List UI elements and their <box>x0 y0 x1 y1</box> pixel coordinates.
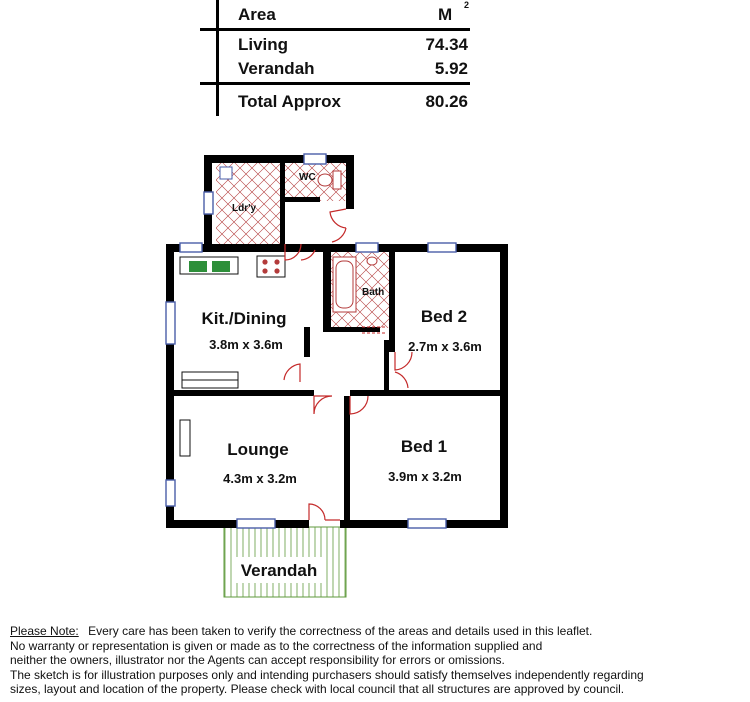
wall <box>204 155 354 163</box>
wall <box>174 390 314 396</box>
room-label-kitchen: Kit./Dining <box>201 309 287 328</box>
area-row-verandah-label: Verandah <box>238 59 315 78</box>
room-label-wc: WC <box>299 172 316 183</box>
disclaimer-note <box>10 624 740 697</box>
area-header-label: Area <box>238 5 276 24</box>
disclaimer-line: The sketch is for illustration purposes only and intending purchasers should satisfy themselves independently regarding <box>10 667 644 682</box>
room-label-verandah: Verandah <box>240 561 318 580</box>
room-dims-bed2: 2.7m x 3.6m <box>408 339 482 354</box>
disclaimer-label: Please Note: <box>10 624 79 638</box>
wall <box>346 155 354 209</box>
door-wc-lower <box>332 228 346 242</box>
door-bed2 <box>395 352 412 370</box>
sink-icon <box>180 257 238 274</box>
wall <box>280 197 320 202</box>
area-row-verandah-value: 5.92 <box>434 59 468 78</box>
door-wc <box>330 209 346 228</box>
area-total-value: 80.26 <box>425 92 468 111</box>
bench-icon <box>182 372 238 388</box>
wall <box>384 340 389 394</box>
window-bath <box>356 243 378 252</box>
area-header-unit: M <box>438 5 453 24</box>
wall <box>389 252 395 352</box>
disclaimer-line <box>10 624 740 639</box>
wall <box>344 396 350 520</box>
cooktop-icon <box>257 256 285 277</box>
door-lounge <box>314 396 332 414</box>
basin-icon <box>367 257 377 265</box>
bathtub-icon <box>333 257 356 312</box>
window-kitchen-top <box>180 243 202 252</box>
table-vertical-rule <box>216 0 219 116</box>
laundry-tub-icon <box>220 167 232 179</box>
area-total-label: Total Approx <box>238 92 341 111</box>
disclaimer-line: No warranty or representation is given or made as to the correctness of the information supplied and <box>10 638 543 653</box>
table-header-rule <box>200 28 470 31</box>
room-label-laundry: Ldr'y <box>232 203 257 214</box>
window-laundry <box>204 192 213 214</box>
disclaimer-line: sizes, layout and location of the property. Please check with local council that all structures are approved by council. <box>10 682 625 697</box>
area-table <box>200 0 470 116</box>
room-dims-lounge: 4.3m x 3.2m <box>223 471 297 486</box>
room-dims-bed1: 3.9m x 3.2m <box>388 469 462 484</box>
room-label-bed2: Bed 2 <box>420 307 468 326</box>
room-dims-kitchen: 3.8m x 3.6m <box>209 337 283 352</box>
area-row-living-value: 74.34 <box>425 35 468 54</box>
window-lounge-front <box>237 519 275 528</box>
fireplace-icon <box>180 420 190 456</box>
wall <box>350 390 500 396</box>
wall <box>280 163 285 197</box>
wall <box>304 327 310 357</box>
wall <box>323 327 380 332</box>
door-kitchen-hall <box>284 364 300 382</box>
window-bed1-front <box>408 519 446 528</box>
wall <box>323 244 508 252</box>
room-label-bath: Bath <box>362 287 385 298</box>
door-bed1 <box>350 396 368 414</box>
window-kitchen-side <box>166 302 175 344</box>
window-lounge-side <box>166 480 175 506</box>
wall <box>323 252 331 330</box>
door-front <box>309 504 340 520</box>
wall <box>500 244 508 528</box>
wall <box>280 202 285 244</box>
area-row-living-label: Living <box>238 35 289 54</box>
disclaimer-text: Every care has been taken to verify the correctness of the areas and details used in this leaflet. <box>88 624 593 638</box>
room-label-lounge: Lounge <box>227 440 289 459</box>
disclaimer-line: neither the owners, illustrator nor the Agents can accept responsibility for errors or omissions. <box>10 653 505 668</box>
room-label-bed1: Bed 1 <box>400 437 448 456</box>
window-wc <box>304 154 326 164</box>
table-total-rule <box>200 82 470 85</box>
area-header-unit-sup: 2 <box>464 0 470 10</box>
window-bed2 <box>428 243 456 252</box>
door-bed2-swing <box>395 372 408 388</box>
